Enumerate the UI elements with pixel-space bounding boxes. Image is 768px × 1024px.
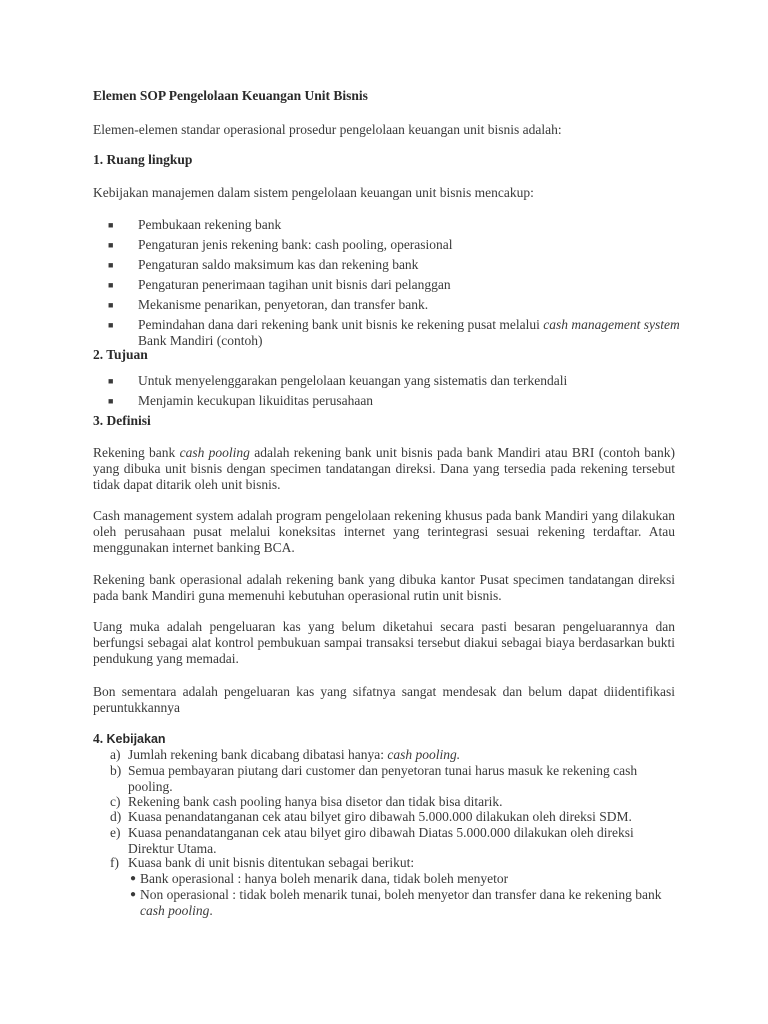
list-item-text: Pengaturan penerimaan tagihan unit bisnis dari pelanggan (138, 277, 451, 292)
list-item-text: Pengaturan jenis rekening bank: cash pooling, operasional (138, 237, 453, 252)
section-2-heading: 2. Tujuan (93, 347, 148, 362)
list-item-text: Mekanisme penarikan, penyetoran, dan transfer bank. (138, 297, 429, 312)
intro-paragraph: Elemen-elemen standar operasional prosedur pengelolaan keuangan unit bisnis adalah: (93, 122, 562, 137)
bullet-square-icon: ■ (108, 376, 114, 386)
bullet-square-icon: ■ (108, 220, 114, 230)
list-item-text: Pengaturan saldo maksimum kas dan rekening bank (138, 257, 419, 272)
bullet-dot-icon: ● (130, 889, 137, 900)
section-1-heading: 1. Ruang lingkup (93, 152, 193, 167)
bullet-square-icon: ■ (108, 280, 114, 290)
section-1-paragraph: Kebijakan manajemen dalam sistem pengelolaan keuangan unit bisnis mencakup: (93, 185, 534, 200)
definition-rekening-operasional: Rekening bank operasional adalah rekening bank yang dibuka kantor Pusat specimen tandatangan direksi pada bank Mandiri guna memenuhi kebutuhan operasional rutin unit bisnis. (93, 572, 675, 603)
document-title: Elemen SOP Pengelolaan Keuangan Unit Bisnis (93, 88, 368, 103)
bullet-square-icon: ■ (108, 320, 114, 330)
section-3-heading: 3. Definisi (93, 413, 151, 428)
list-item-text: Pembukaan rekening bank (138, 217, 282, 232)
list-item-text: Untuk menyelenggarakan pengelolaan keuangan yang sistematis dan terkendali (138, 373, 568, 388)
bullet-square-icon: ■ (108, 396, 114, 406)
definition-bon-sementara: Bon sementara adalah pengeluaran kas yang sifatnya sangat mendesak dan belum dapat diidentifikasi peruntukkannya (93, 684, 675, 715)
definition-cash-management: Cash management system adalah program pengelolaan rekening khusus pada bank Mandiri yang dilakukan oleh perusahaan pusat melalui koneksitas internet yang terintegrasi sesuai rekening terdaftar. Atau menggunakan internet banking BCA. (93, 508, 675, 555)
document-page: Elemen SOP Pengelolaan Keuangan Unit Bisnis Elemen-elemen standar operasional prosedur pengelolaan keuangan unit bisnis adalah: 1. Ruang lingkup Kebijakan manajemen dalam sistem pengelolaan keuangan unit bisnis mencakup: ■ Pembukaan rekening bank ■ Pengaturan jenis rekening bank: cash pooling, operasional ■ Pengaturan saldo maksimum kas dan rekening bank ■ Pengaturan penerimaan tagihan unit bisnis dari pelanggan ■ Mekanisme penarikan, penyetoran, dan transfer bank. ■ Pemindahan dana dari rekening bank unit bisnis ke rekening pusat melalui cash management system Bank Mandiri (contoh) 2. Tujuan ■ Untuk menyelenggarakan pengelolaan keuangan yang sistematis dan terkendali ■ Menjamin kecukupan likuiditas perusahaan 3. Definisi Rekening bank cash pooling adalah rekening bank unit bisnis pada bank Mandiri atau BRI (contoh bank) yang dibuka unit bisnis dengan specimen tandatangan direksi. Dana yang tersedia pada rekening tersebut tidak dapat ditarik oleh unit bisnis. Cash management system adalah program pengelolaan rekening khusus pada bank Mandiri yang dilakukan oleh perusahaan pusat melalui koneksitas internet yang terintegrasi sesuai rekening terdaftar. Atau menggunakan internet banking BCA. Rekening bank operasional adalah rekening bank yang dibuka kantor Pusat specimen tandatangan direksi pada bank Mandiri guna memenuhi kebutuhan operasional rutin unit bisnis. Uang muka adalah pengeluaran kas yang belum diketahui secara pasti besaran pengeluarannya dan berfungsi sebagai alat kontrol pembukuan sampai transaksi tersebut diakui sebagai biaya berdasarkan bukti pendukung yang memadai. Bon sementara adalah pengeluaran kas yang sifatnya sangat mendesak dan belum dapat diidentifikasi peruntukkannya 4. Kebijakan a) Jumlah rekening bank dicabang dibatasi hanya: cash pooling. b) Semua pembayaran piutang dari customer dan penyetoran tunai harus masuk ke rekening cash pooling. c) Rekening bank cash pooling hanya bisa disetor dan tidak bisa ditarik. d) Kuasa penandatanganan cek atau bilyet giro dibawah 5.000.000 dilakukan oleh direksi SDM. e) Kuasa penandatanganan cek atau bilyet giro dibawah Diatas 5.000.000 dilakukan oleh direksi Direktur Utama. f) Kuasa bank di unit bisnis ditentukan sebagai berikut: ● Bank operasional : hanya boleh menarik dana, tidak boleh menyetor ● Non operasional : tidak boleh menarik tunai, boleh menyetor dan transfer dana ke rekening bank cash pooling. (0, 0, 768, 1024)
list-item-text: Menjamin kecukupan likuiditas perusahaan (138, 393, 374, 408)
bullet-square-icon: ■ (108, 300, 114, 310)
bullet-square-icon: ■ (108, 240, 114, 250)
definition-cash-pooling: Rekening bank cash pooling adalah rekening bank unit bisnis pada bank Mandiri atau BRI (contoh bank) yang dibuka unit bisnis dengan specimen tandatangan direksi. Dana yang tersedia pada rekening tersebut tidak dapat ditarik oleh unit bisnis. (93, 445, 676, 492)
section-4-heading: 4. Kebijakan (93, 731, 166, 746)
bullet-square-icon: ■ (108, 260, 114, 270)
bullet-dot-icon: ● (130, 873, 137, 884)
definition-uang-muka: Uang muka adalah pengeluaran kas yang belum diketahui secara pasti besaran pengeluarannya dan berfungsi sebagai alat kontrol pembukuan sampai transaksi tersebut diakui sebagai biaya berdasarkan bukti pendukung yang memadai. (93, 619, 675, 666)
list-item-text: Pemindahan dana dari rekening bank unit bisnis ke rekening pusat melalui cash management system Bank Mandiri (contoh) (138, 317, 680, 348)
